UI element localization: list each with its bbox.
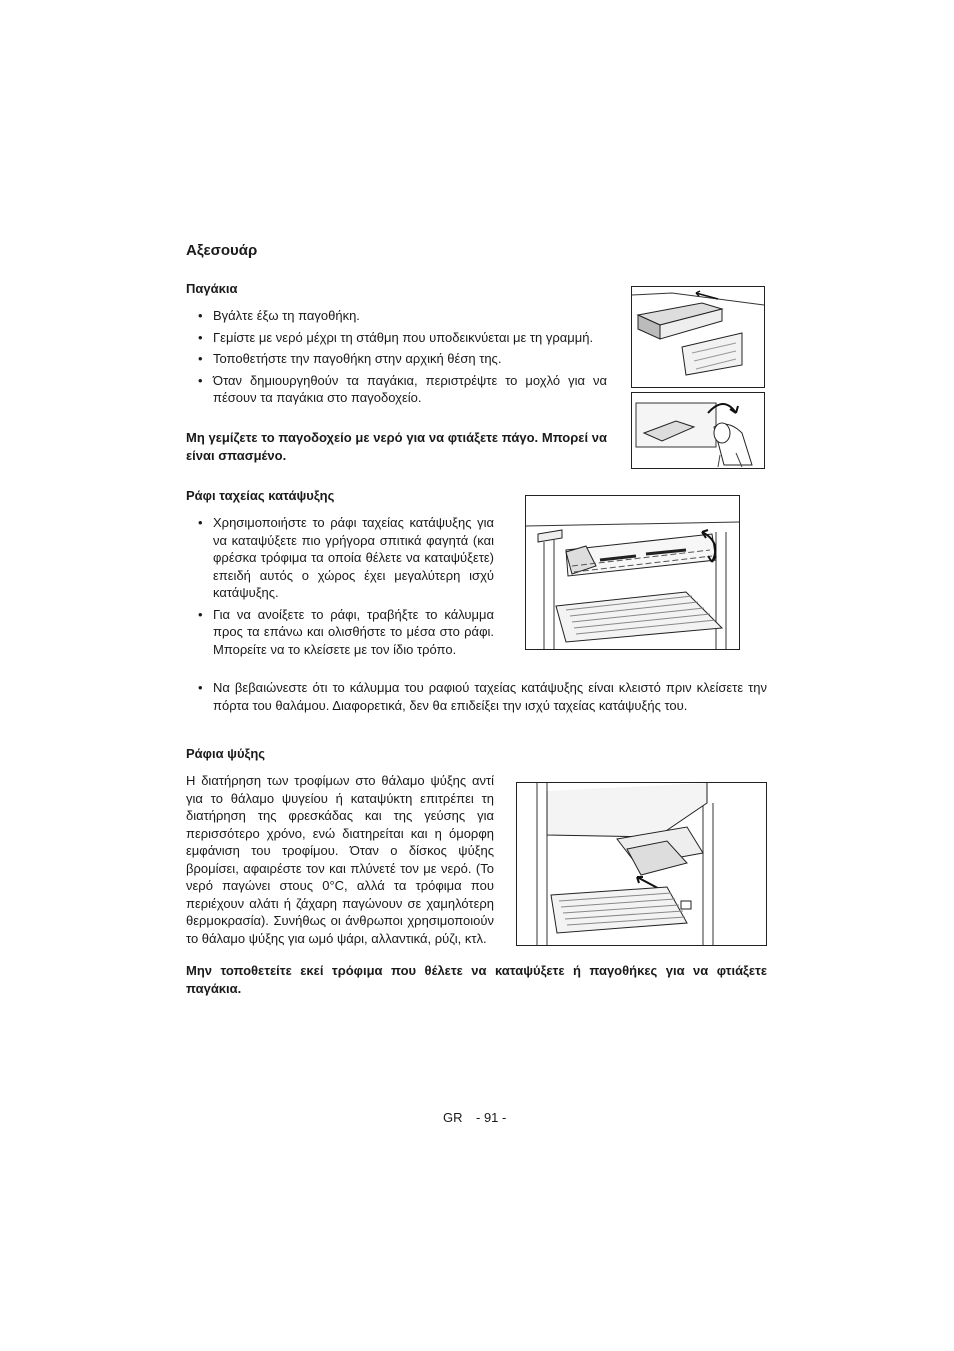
- page-number: - 91 -: [476, 1110, 507, 1125]
- list-item: • Να βεβαιώνεστε ότι το κάλυμμα του ραφιού ταχείας κατάψυξης είναι κλειστό πριν κλείσετε την πόρτα του θαλάμου. Διαφορετικά, δεν θα επιδείξει την ισχύ ταχείας κατάψυξής του.: [186, 679, 767, 714]
- list-item: • Γεμίστε με νερό μέχρι τη στάθμη που υποδεικνύεται με τη γραμμή.: [186, 329, 607, 347]
- list-item: • Για να ανοίξετε το ράφι, τραβήξτε το κάλυμμα προς τα επάνω και ολισθήστε το μέσα στο ράφι. Μπορείτε να το κλείσετε με τον ίδιο τρόπο.: [186, 606, 494, 659]
- chill-warning: Μην τοποθετείτε εκεί τρόφιμα που θέλετε να καταψύξετε ή παγοθήκες για να φτιάξετε παγάκια.: [186, 963, 767, 996]
- fastfreeze-note-list: [186, 679, 767, 718]
- list-item: • Όταν δημιουργηθούν τα παγάκια, περιστρέψτε το μοχλό για να πέσουν τα παγάκια στο παγοδοχείο.: [186, 372, 607, 407]
- fastfreeze-heading: Ράφι ταχείας κατάψυξης: [186, 488, 335, 503]
- ice-warning: Μη γεμίζετε το παγοδοχείο με νερό για να φτιάξετε πάγο. Μπορεί να είναι σπασμένο.: [186, 430, 607, 463]
- chill-heading: Ράφια ψύξης: [186, 746, 266, 761]
- ice-twist-lever-figure: [631, 392, 765, 469]
- list-item: • Τοποθετήστε την παγοθήκη στην αρχική θέση της.: [186, 350, 607, 368]
- ice-tray-pullout-figure: [631, 286, 765, 388]
- footer-lang: GR: [443, 1110, 463, 1125]
- page-title: Αξεσουάρ: [186, 242, 258, 259]
- list-item: • Χρησιμοποιήστε το ράφι ταχείας κατάψυξης για να καταψύξετε πιο γρήγορα σπιτικά φαγητά (και φρέσκα τρόφιμα τα οποία θέλετε να καταψύξετε) επειδή αυτός ο χώρος έχει μεγαλύτερη ισχύ κατάψυξης.: [186, 514, 494, 602]
- fastfreeze-list: [186, 514, 494, 662]
- list-item: • Βγάλτε έξω τη παγοθήκη.: [186, 307, 607, 325]
- fastfreeze-shelf-figure: [525, 495, 740, 650]
- chill-body: Η διατήρηση των τροφίμων στο θάλαμο ψύξης αντί για το θάλαμο ψυγείου ή καταψύκτη επιτρέπει τη διατήρηση της φρεσκάδας και της γεύσης για περισσότερο χρόνο, ενώ διατηρείται και η όμορφη εμφάνιση του τροφίμου. Όταν ο δίσκος ψύξης βρομίσει, αφαιρέστε τον και πλύνετέ τον με νερό. (Το νερό παγώνει στους 0°C, αλλά τα τρόφιμα που περιέχουν αλάτι ή ζάχαρη παγώνουν σε χαμηλότερη θερμοκρασία). Συνήθως οι άνθρωποι χρησιμοποιούν το θάλαμο ψύξης για ωμό ψάρι, αλλαντικά, ρύζι, κτλ.: [186, 773, 494, 946]
- ice-steps-list: [186, 307, 607, 411]
- ice-heading: Παγάκια: [186, 281, 238, 296]
- chill-tray-figure: [516, 782, 767, 946]
